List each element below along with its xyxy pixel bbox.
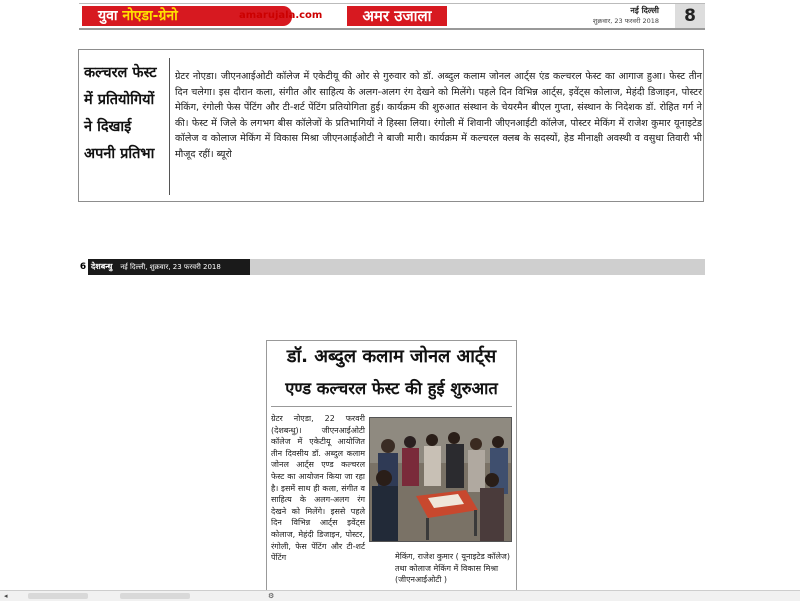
event-photo [369, 417, 512, 542]
section-label-a: युवा [98, 8, 123, 24]
page-number: 6 [78, 259, 88, 275]
newspaper-logo: अमर उजाला [347, 6, 447, 26]
back-arrow-icon[interactable]: ◂ [4, 592, 8, 600]
article-headline-line2: एण्ड कल्चरल फेस्ट की हुई शुरुआत [285, 379, 498, 398]
event-photo-graphic [370, 418, 512, 542]
column-divider [169, 58, 170, 195]
article-column-2: मेकिंग, राजेश कुमार ( यूनाइटेड कॉलेज) तथा कोलाज मेकिंग में विकास मिश्रा (जीएनआईओटी ) [395, 552, 510, 585]
edition-date: शुक्रवार, 23 फरवरी 2018 [592, 17, 659, 25]
edition-city: नई दिल्ली [630, 6, 659, 15]
viewer-bottom-bar [0, 590, 800, 601]
section-label-b: नोएडा-ग्रेनो [122, 8, 178, 24]
headline-rule [271, 406, 512, 407]
page-number: 8 [675, 4, 705, 28]
deshbandhu-header-strip [78, 259, 705, 275]
article-body: ग्रेटर नोएडा। जीएनआईओटी कॉलेज में एकेटीयू की ओर से गुरुवार को डॉ. अब्दुल कलाम जोनल आर्ट्स एंड कल्चरल फेस्ट का आगाज हुआ। फेस्ट तीन दिन चलेगा। इस दौरान कला, संगीत और साहित्य के अलग-अलग रंग देखने को मिलेंगे। पहले दिन विभिन्न आर्ट्स, इवेंट्स कोलाज, मेहंदी डिजाइन, पोस्टर मेकिंग, रंगोली फेस पेंटिंग और टी-शर्ट पेंटिंग प्रतियोगिता हुई। कार्यक्रम की शुरुआत संस्थान के चेयरमैन बीएल गुप्ता, संस्थान के निदेशक डॉ. रोहित गर्ग ने की। फेस्ट में जिले के लगभग बीस कॉलेजों के प्रतिभागियों ने हिस्सा लिया। रंगोली में शिवानी जीएनआईटी कॉलेज, पोस्टर मेकिंग में राजेश कुमार यूनाइटेड कॉलेज व कोलाज मेकिंग में विकास मिश्रा जीएनआईओटी ने बाजी मारी। कार्यक्रम में कल्चरल क्लब के सदस्यों, हेड मीनाक्षी अवस्थी व वसुधा तिवारी भी मौजूद रहीं। ब्यूरो [175, 71, 702, 160]
settings-icon[interactable]: ⚙ [268, 592, 275, 600]
amarujala-header-strip [79, 3, 705, 30]
newspaper-logo: देशबन्धु [91, 262, 113, 271]
header-dark-band [78, 259, 250, 275]
news-clipping-2 [266, 340, 517, 600]
bottom-tab-2[interactable] [120, 593, 190, 599]
article-column-1: ग्रेटर नोएडा, 22 फरवरी (देशबन्धु)। जीएनआईओटी कॉलेज में एकेटीयू आयोजित तीन दिवसीय डॉ. अब्दुल कलाम जोनल आर्ट्स एण्ड कल्चरल फेस्ट का आयोजन किया जा रहा है। इसमें साथ ही कला, संगीत व साहित्य के अलग-अलग रंग देखने को मिलेंगे। इससे पहले दिन विभिन्न आर्ट्स इवेंट्स कोलाज, मेहंदी डिजाइन, पोस्टर, रंगोली, फेस पेंटिंग और टी-शर्ट पेंटिंग [271, 414, 365, 563]
site-url: amarujala.com [239, 10, 323, 21]
article-headline: कल्चरल फेस्ट में प्रतियोगियों ने दिखाई अपनी प्रतिभा [84, 65, 157, 162]
dateline: नई दिल्ली, शुक्रवार, 23 फरवरी 2018 [120, 263, 221, 271]
article-headline-line1: डॉ. अब्दुल कलाम जोनल आर्ट्स [286, 346, 497, 367]
news-clipping-1 [78, 49, 704, 202]
bottom-tab-1[interactable] [28, 593, 88, 599]
